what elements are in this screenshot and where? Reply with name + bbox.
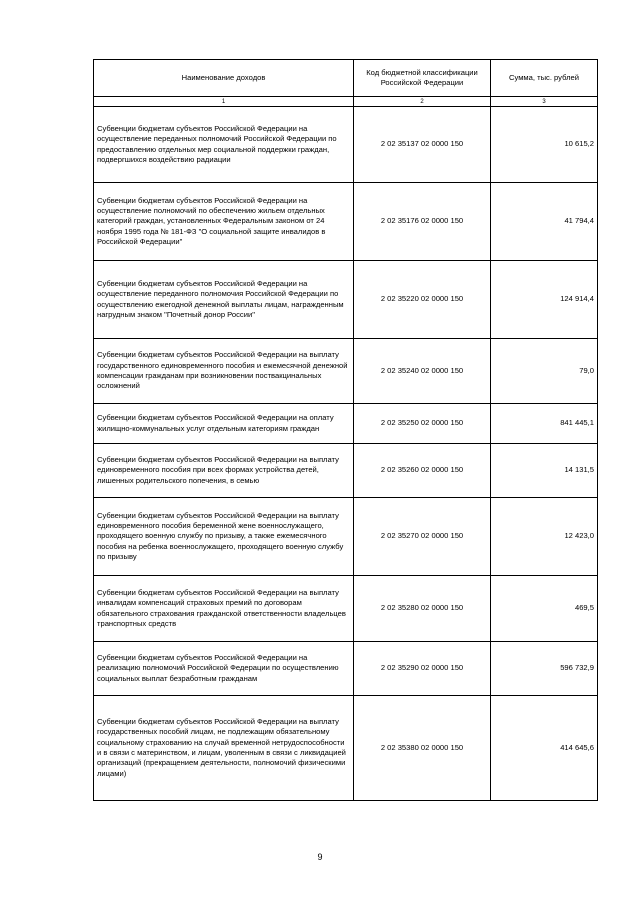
revenue-name: Субвенции бюджетам субъектов Российской Федерации на осуществление переданных полномочий Российской Федерации по предоставлению отдельных мер социальной поддержки граждан, подвергшихся воздействию радиации — [94, 107, 354, 183]
amount: 12 423,0 — [491, 498, 598, 576]
revenue-name: Субвенции бюджетам субъектов Российской Федерации на оплату жилищно-коммунальных услуг отдельным категориям граждан — [94, 404, 354, 444]
table-row — [94, 339, 598, 404]
amount: 14 131,5 — [491, 444, 598, 498]
table-row — [94, 444, 598, 498]
budget-code: 2 02 35290 02 0000 150 — [354, 642, 491, 696]
header-revenue-name: Наименование доходов — [94, 60, 354, 97]
table-row — [94, 107, 598, 183]
revenue-name: Субвенции бюджетам субъектов Российской Федерации на осуществление полномочий по обеспечению жильем отдельных категорий граждан, установленных Федеральным законом от 24 ноября 1995 года № 181-ФЗ "О социальной защите инвалидов в Российской Федерации" — [94, 183, 354, 261]
amount: 841 445,1 — [491, 404, 598, 444]
budget-code: 2 02 35137 02 0000 150 — [354, 107, 491, 183]
budget-code: 2 02 35280 02 0000 150 — [354, 576, 491, 642]
revenue-name: Субвенции бюджетам субъектов Российской Федерации на выплату единовременного пособия беременной жене военнослужащего, проходящего военную службу по призыву, а также ежемесячного пособия на ребенка военнослужащего, проходящего военную службу по призыву — [94, 498, 354, 576]
header-amount: Сумма, тыс. рублей — [491, 60, 598, 97]
budget-code: 2 02 35250 02 0000 150 — [354, 404, 491, 444]
budget-code: 2 02 35176 02 0000 150 — [354, 183, 491, 261]
revenue-name: Субвенции бюджетам субъектов Российской Федерации на выплату инвалидам компенсаций страховых премий по договорам обязательного страхования гражданской ответственности владельцев транспортных средств — [94, 576, 354, 642]
table-row — [94, 576, 598, 642]
budget-code: 2 02 35380 02 0000 150 — [354, 696, 491, 801]
table-row — [94, 404, 598, 444]
table-row — [94, 183, 598, 261]
table-row — [94, 642, 598, 696]
revenue-name: Субвенции бюджетам субъектов Российской Федерации на осуществление переданного полномочия Российской Федерации по осуществлению ежегодной денежной выплаты лицам, награжденным нагрудным знаком "Почетный донор России" — [94, 261, 354, 339]
revenue-name: Субвенции бюджетам субъектов Российской Федерации на реализацию полномочий Российской Федерации по осуществлению социальных выплат безработным гражданам — [94, 642, 354, 696]
table-row — [94, 261, 598, 339]
revenue-name: Субвенции бюджетам субъектов Российской Федерации на выплату государственных пособий лицам, не подлежащим обязательному социальному страхованию на случай временной нетрудоспособности и в связи с материнством, и лицам, уволенным в связи с ликвидацией организаций (прекращением деятельности, полномочий физическими лицами) — [94, 696, 354, 801]
table-row — [94, 498, 598, 576]
column-number: 3 — [491, 97, 598, 107]
amount: 469,5 — [491, 576, 598, 642]
budget-code: 2 02 35220 02 0000 150 — [354, 261, 491, 339]
amount: 79,0 — [491, 339, 598, 404]
revenue-name: Субвенции бюджетам субъектов Российской Федерации на выплату государственного единовременного пособия и ежемесячной денежной компенсации гражданам при возникновении поствакцинальных осложнений — [94, 339, 354, 404]
amount: 596 732,9 — [491, 642, 598, 696]
column-number-row — [94, 97, 598, 107]
amount: 10 615,2 — [491, 107, 598, 183]
amount: 41 794,4 — [491, 183, 598, 261]
column-number: 2 — [354, 97, 491, 107]
column-number: 1 — [94, 97, 354, 107]
amount: 124 914,4 — [491, 261, 598, 339]
header-budget-code: Код бюджетной классификации Российской Федерации — [354, 60, 491, 97]
table-row — [94, 696, 598, 801]
page-number: 9 — [317, 852, 323, 862]
amount: 414 645,6 — [491, 696, 598, 801]
revenue-name: Субвенции бюджетам субъектов Российской Федерации на выплату единовременного пособия при всех формах устройства детей, лишенных родительского попечения, в семью — [94, 444, 354, 498]
revenue-table — [93, 59, 598, 801]
table-header-row — [94, 60, 598, 97]
budget-code: 2 02 35260 02 0000 150 — [354, 444, 491, 498]
budget-code: 2 02 35270 02 0000 150 — [354, 498, 491, 576]
budget-code: 2 02 35240 02 0000 150 — [354, 339, 491, 404]
